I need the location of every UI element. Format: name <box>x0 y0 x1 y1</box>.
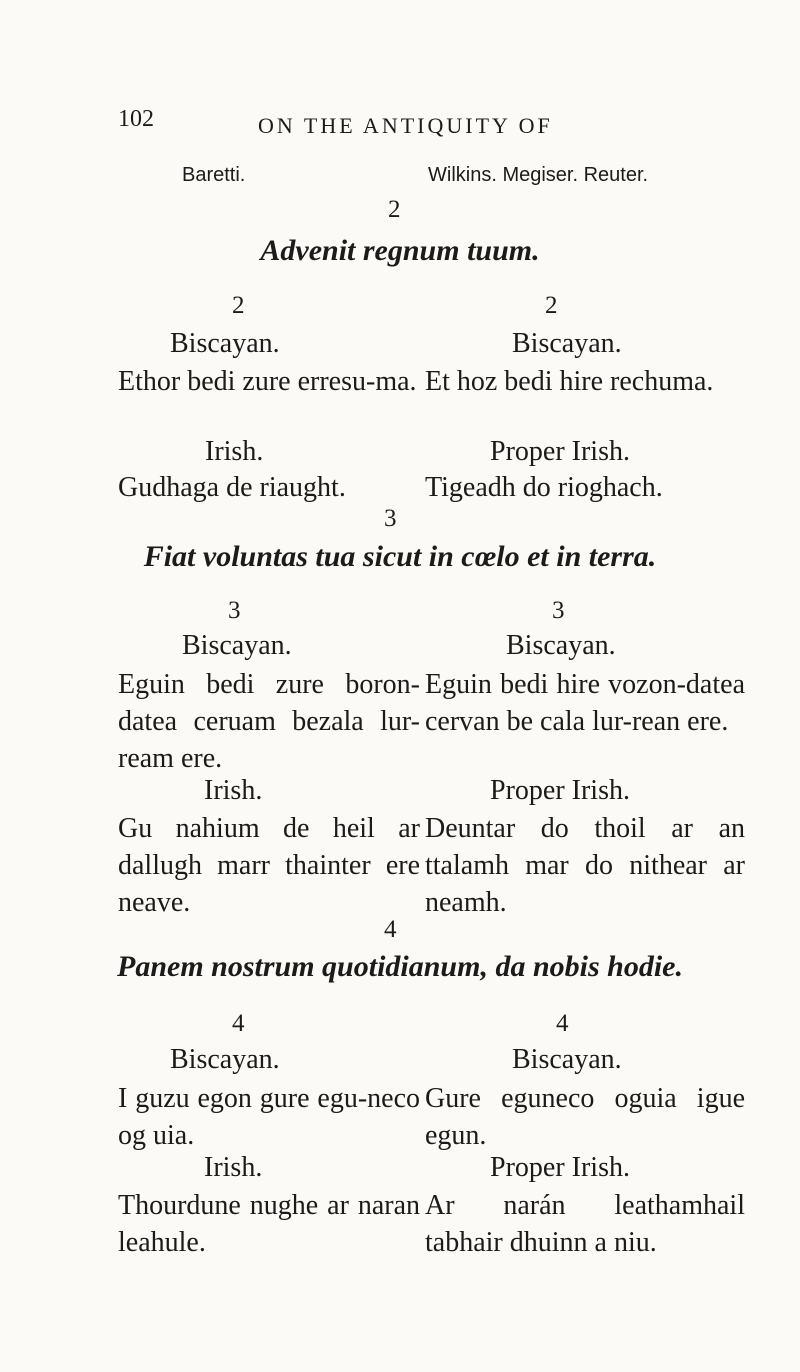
left-irish-text: Thourdune nughe ar naran leahule. <box>118 1190 420 1258</box>
left-irish-text: Gu nahium de heil ar dallugh marr thainter ere neave. <box>118 813 420 918</box>
right-biscayan-text: Gure eguneco oguia igue egun. <box>425 1083 745 1151</box>
section-number: 3 <box>384 505 397 532</box>
left-biscayan-text: Ethor bedi zure erresu-ma. <box>118 366 417 397</box>
left-biscayan-text: I guzu egon gure egu-neco og uia. <box>118 1083 420 1151</box>
right-column-number: 2 <box>545 292 558 319</box>
section-number: 2 <box>388 196 401 223</box>
right-column-number: 4 <box>556 1010 569 1037</box>
running-title: ON THE ANTIQUITY OF <box>258 113 553 138</box>
right-biscayan-text: Eguin bedi hire vozon-datea cervan be cala lur-rean ere. <box>425 669 745 737</box>
left-label-irish: Irish. <box>204 775 263 806</box>
left-biscayan-text: Eguin bedi zure boron-datea ceruam bezala lur-ream ere. <box>118 669 420 774</box>
left-irish-text: Gudhaga de riaught. <box>118 472 346 503</box>
left-label-biscayan: Biscayan. <box>182 630 292 661</box>
latin-verse: Advenit regnum tuum. <box>260 234 540 267</box>
right-label-proper-irish: Proper Irish. <box>490 436 630 467</box>
right-label-biscayan: Biscayan. <box>512 1044 622 1075</box>
author-left: Baretti. <box>182 164 246 186</box>
left-column-number: 2 <box>232 292 245 319</box>
left-label-biscayan: Biscayan. <box>170 1044 280 1075</box>
right-column-number: 3 <box>552 597 565 624</box>
latin-verse: Fiat voluntas tua sicut in cœlo et in terra. <box>143 540 657 573</box>
right-proper-irish-text: Deuntar do thoil ar an ttalamh mar do nithear ar neamh. <box>425 813 745 918</box>
latin-verse: Panem nostrum quotidianum, da nobis hodie. <box>117 950 683 983</box>
section-number: 4 <box>384 916 397 943</box>
right-proper-irish-text: Tigeadh do rioghach. <box>425 472 663 503</box>
right-label-biscayan: Biscayan. <box>512 328 622 359</box>
right-label-proper-irish: Proper Irish. <box>490 775 630 806</box>
page-number: 102 <box>118 106 154 132</box>
left-label-irish: Irish. <box>204 1152 263 1183</box>
authors-right: Wilkins. Megiser. Reuter. <box>428 164 649 186</box>
left-label-irish: Irish. <box>205 436 264 467</box>
left-label-biscayan: Biscayan. <box>170 328 280 359</box>
left-column-number: 3 <box>228 597 241 624</box>
right-label-biscayan: Biscayan. <box>506 630 616 661</box>
right-proper-irish-text: Ar narán leathamhail tabhair dhuinn a niu. <box>425 1190 745 1258</box>
left-column-number: 4 <box>232 1010 245 1037</box>
right-label-proper-irish: Proper Irish. <box>490 1152 630 1183</box>
right-biscayan-text: Et hoz bedi hire rechuma. <box>425 366 714 397</box>
